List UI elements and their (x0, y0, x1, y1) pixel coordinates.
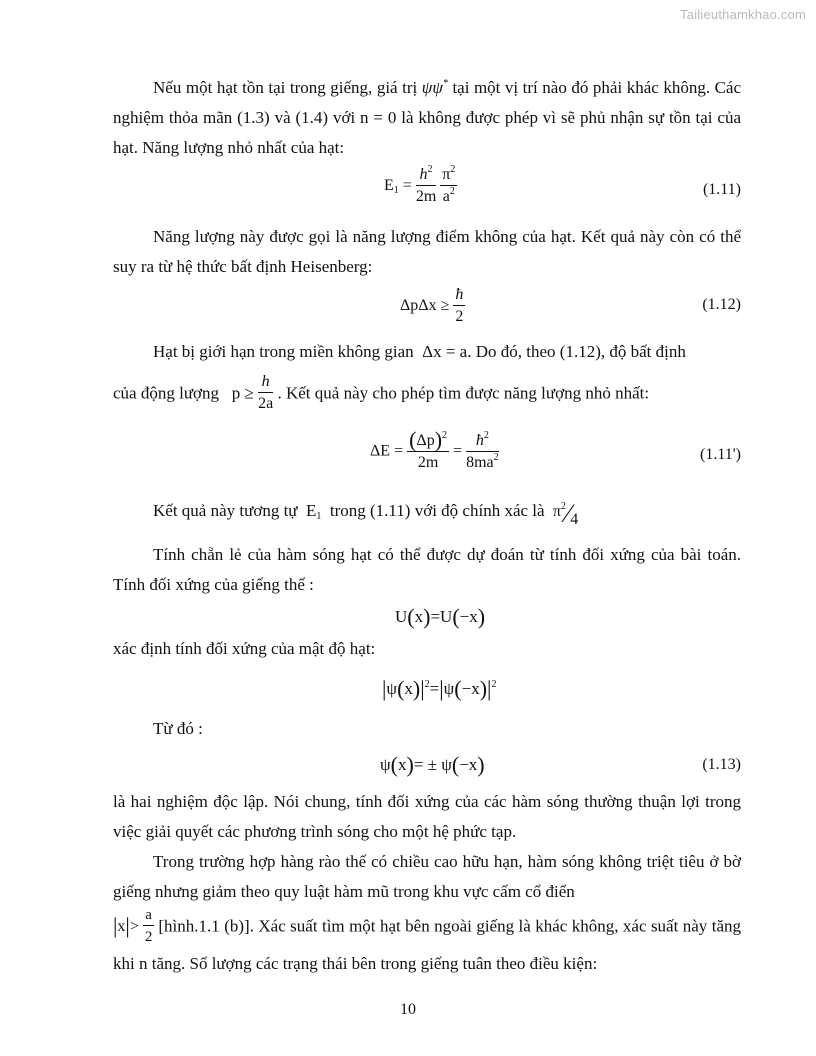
paragraph-1: Nếu một hạt tồn tại trong giếng, giá trị ψψ* tại một vị trí nào đó phải khác không. Các nghiệm thỏa mãn (1.3) và (1.4) với n = 0 là không được phép vì sẽ phủ nhận sự tồn tại của hạt. Năng lượng nhỏ nhất của hạt: (113, 78, 742, 157)
equation-1-11-prime: ΔE = $\frac{(\Delta p)^2}{2m}$ = $\frac{ħ^2}{8ma^2}$ (370, 427, 499, 471)
paragraph-7: xác định tính đối xứng của mật độ hạt: (113, 639, 376, 658)
equation-1-13: ψ(x)= ± ψ(−x) (380, 752, 485, 777)
paragraph-5: Kết quả này tương tự $E_1$ trong (1.11) với độ chính xác là $\pi^2⁄4$ (153, 499, 579, 528)
equation-1-12: ΔpΔx ≥ $\frac{ħ}{2}$ (400, 286, 464, 325)
paragraph-6: Tính chẵn lẻ của hàm sóng hạt có thể được dự đoán từ tính đối xứng của bài toán. Tính đối xứng của giếng thế : (113, 545, 741, 594)
watermark: Tailieuthamkhao.com (680, 7, 806, 22)
delta-x-equals-a: Δx = a (417, 342, 468, 361)
equation-1-11: $E_1$ = $\frac{h^2}{2m}$ $\frac{\pi^2}{a^2}$ (384, 164, 456, 205)
paragraph-10: Trong trường hợp hàng rào thế có chiều cao hữu hạn, hàm sóng không triệt tiêu ở bờ giếng nhưng giảm theo quy luật hàm mũ trong khu vực cấm cổ điển (113, 852, 741, 901)
paragraph-3: Hạt bị giới hạn trong miền không gian Δx = a. Do đó, theo (1.12), độ bất định (153, 342, 686, 361)
paragraph-2: Năng lượng này được gọi là năng lượng điểm không của hạt. Kết quả này còn có thể suy ra từ hệ thức bất định Heisenberg: (113, 227, 741, 276)
equation-number: (1.12) (702, 296, 741, 313)
page-number: 10 (400, 1001, 416, 1018)
equation-potential-symmetry: U(x)=U(−x) (395, 604, 486, 629)
paragraph-8: Từ đó : (153, 719, 203, 738)
equation-number: (1.11') (700, 446, 741, 463)
paragraph-4: của động lượng p ≥ $\frac{h}{2a}$ . Kết quả này cho phép tìm được năng lượng nhỏ nhất: (113, 373, 650, 412)
equation-density-symmetry: $|\psi(x)|^2=|\psi(-x)|^2$ (382, 676, 497, 701)
psi-psi-star: ψψ* (421, 78, 448, 97)
equation-number: (1.13) (702, 756, 741, 773)
equation-number: (1.11) (702, 181, 741, 198)
paragraph-9: là hai nghiệm độc lập. Nói chung, tính đối xứng của các hàm sóng thường thuận lợi trong việc giải quyết các phương trình sóng cho một hệ phức tạp. (113, 792, 741, 841)
paragraph-10-cont: |x|> $\frac{a}{2}$ [hình.1.1 (b)]. Xác suất tìm một hạt bên ngoài giếng là khác không, xác suất này tăng khi n tăng. Số lượng các trạng thái bên trong giếng tuân theo điều kiện: (113, 907, 742, 974)
